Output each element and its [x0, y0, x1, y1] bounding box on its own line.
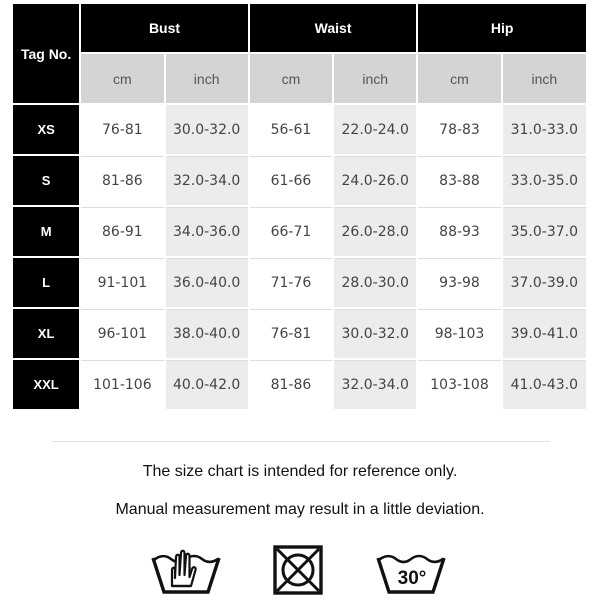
- cm-value: 81-86: [250, 360, 332, 409]
- inch-value: 36.0-40.0: [166, 258, 248, 307]
- unit-header: cm: [81, 54, 163, 103]
- hand-wash-icon: [150, 544, 222, 596]
- inch-value: 41.0-43.0: [503, 360, 586, 409]
- table-row: [13, 105, 586, 154]
- cm-value: 56-61: [250, 105, 332, 154]
- cm-value: 83-88: [418, 156, 500, 205]
- cm-value: 66-71: [250, 207, 332, 256]
- unit-header: cm: [418, 54, 500, 103]
- wash-temperature-label: 30°: [397, 568, 427, 589]
- cm-value: 81-86: [81, 156, 163, 205]
- table-row: [13, 309, 586, 358]
- inch-value: 39.0-41.0: [503, 309, 586, 358]
- cm-value: 101-106: [81, 360, 163, 409]
- size-table: [11, 2, 588, 411]
- do-not-tumble-dry-icon: [272, 544, 324, 596]
- table-row: [13, 207, 586, 256]
- cm-value: 71-76: [250, 258, 332, 307]
- unit-header: inch: [503, 54, 586, 103]
- inch-value: 37.0-39.0: [503, 258, 586, 307]
- divider: [52, 441, 550, 442]
- unit-header: inch: [166, 54, 248, 103]
- size-tag: XL: [13, 309, 79, 358]
- inch-value: 32.0-34.0: [334, 360, 416, 409]
- unit-header: inch: [334, 54, 416, 103]
- cm-value: 76-81: [250, 309, 332, 358]
- inch-value: 22.0-24.0: [334, 105, 416, 154]
- waist-header: Waist: [250, 4, 417, 52]
- inch-value: 26.0-28.0: [334, 207, 416, 256]
- hip-header: Hip: [418, 4, 586, 52]
- inch-value: 34.0-36.0: [166, 207, 248, 256]
- bust-header: Bust: [81, 4, 248, 52]
- cm-value: 88-93: [418, 207, 500, 256]
- deviation-note: Manual measurement may result in a little deviation.: [115, 501, 485, 518]
- size-tag: L: [13, 258, 79, 307]
- cm-value: 96-101: [81, 309, 163, 358]
- size-tag: XS: [13, 105, 79, 154]
- inch-value: 33.0-35.0: [503, 156, 586, 205]
- table-row: [13, 258, 586, 307]
- size-rows: [13, 105, 586, 409]
- inch-value: 28.0-30.0: [334, 258, 416, 307]
- cm-value: 86-91: [81, 207, 163, 256]
- wash-30-icon: [375, 544, 447, 596]
- inch-value: 32.0-34.0: [166, 156, 248, 205]
- inch-value: 24.0-26.0: [334, 156, 416, 205]
- reference-note: The size chart is intended for reference only.: [142, 463, 458, 480]
- inch-value: 30.0-32.0: [166, 105, 248, 154]
- inch-value: 38.0-40.0: [166, 309, 248, 358]
- tag-no-header: Tag No.: [13, 4, 79, 103]
- inch-value: 40.0-42.0: [166, 360, 248, 409]
- cm-value: 78-83: [418, 105, 500, 154]
- inch-value: 31.0-33.0: [503, 105, 586, 154]
- cm-value: 93-98: [418, 258, 500, 307]
- cm-value: 98-103: [418, 309, 500, 358]
- inch-value: 35.0-37.0: [503, 207, 586, 256]
- size-tag: M: [13, 207, 79, 256]
- inch-value: 30.0-32.0: [334, 309, 416, 358]
- cm-value: 103-108: [418, 360, 500, 409]
- size-chart: [13, 2, 586, 411]
- size-tag: XXL: [13, 360, 79, 409]
- size-tag: S: [13, 156, 79, 205]
- table-row: [13, 156, 586, 205]
- cm-value: 91-101: [81, 258, 163, 307]
- cm-value: 61-66: [250, 156, 332, 205]
- table-row: [13, 360, 586, 409]
- cm-value: 76-81: [81, 105, 163, 154]
- unit-header: cm: [250, 54, 332, 103]
